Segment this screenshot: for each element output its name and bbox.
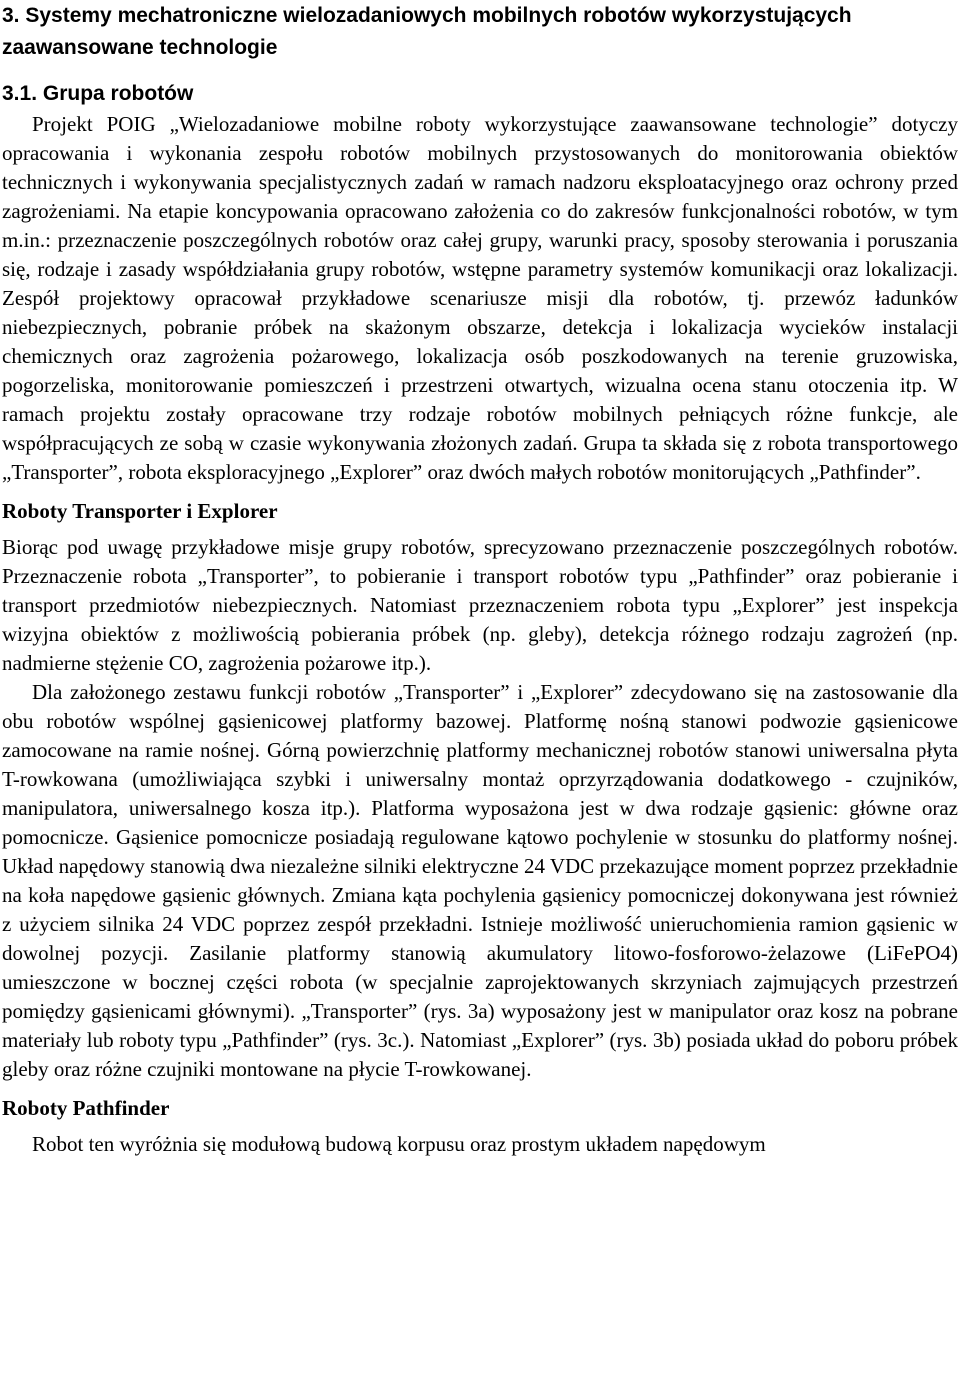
paragraph-platform: Dla założonego zestawu funkcji robotów „Transporter” i „Explorer” zdecydowano się na zastosowanie dla obu robotów wspólnej gąsienicowej platformy bazowej. Platformę nośną stanowi podwozie gąsienicowe zamocowane na ramie nośnej. Górną powierzchnię platformy mechanicznej robotów stanowi uniwersalna płyta T-rowkowana (umożliwiająca szybki i uniwersalny montaż oprzyrządowania dodatkowego - czujników, manipulatora, uniwersalnego kosza itp.). Platforma wyposażona jest w dwa rodzaje gąsienic: główne oraz pomocnicze. Gąsienice pomocnicze posiadają regulowane kątowo pochylenie w stosunku do platformy nośnej. Układ napędowy stanowią dwa niezależne silniki elektryczne 24 VDC przekazujące moment poprzez przekładnie na koła napędowe gąsienic głównych. Zmiana kąta pochylenia gąsienicy pomocniczej dokonywana jest również z użyciem silnika 24 VDC poprzez zespół przekładni. Istnieje możliwość unieruchomienia ramion gąsienic w dowolnej pozycji. Zasilanie platformy stanowią akumulatory litowo-fosforowo-żelazowe (LiFePO4) umieszczone w bocznej części robota (w specjalnie zaprojektowanych skrzyniach zajmujących przestrzeń pomiędzy gąsienicami głównymi). „Transporter” (rys. 3a) wyposażony jest w manipulator oraz kosz na pobrane materiały lub roboty typu „Pathfinder” (rys. 3c.). Natomiast „Explorer” (rys. 3b) posiada układ do poboru próbek gleby oraz różne czujniki montowane na płycie T-rowkowanej. [2, 680, 958, 1081]
subheading-transporter-explorer: Roboty Transporter i Explorer [2, 499, 278, 523]
section-heading: 3.1. Grupa robotów [2, 82, 194, 105]
chapter-heading: 3. Systemy mechatroniczne wielozadaniowych mobilnych robotów wykorzystujących zaawansowane technologie [2, 4, 852, 59]
paragraph-intro: Projekt POIG „Wielozadaniowe mobilne roboty wykorzystujące zaawansowane technologie” dotyczy opracowania i wykonania zespołu robotów mobilnych przystosowanych do monitorowania obiektów technicznych i wykonywania specjalistycznych zadań w ramach nadzoru eksploatacyjnego oraz ochrony przed zagrożeniami. Na etapie koncypowania opracowano założenia co do zakresów funkcjonalności robotów, w tym m.in.: przeznaczenie poszczególnych robotów oraz całej grupy, warunki pracy, sposoby sterowania i poruszania się, rodzaje i zasady współdziałania grupy robotów, wstępne parametry systemów komunikacji oraz lokalizacji. Zespół projektowy opracował przykładowe scenariusze misji dla robotów, tj. przewóz ładunków niebezpiecznych, pobranie próbek na skażonym obszarze, detekcja i lokalizacja wycieków instalacji chemicznych oraz zagrożenia pożarowego, lokalizacja osób poszkodowanych na terenie gruzowiska, pogorzeliska, monitorowanie pomieszczeń i przestrzeni otwartych, wizualna ocena stanu otoczenia itp. W ramach projektu zostały opracowane trzy rodzaje robotów mobilnych pełniących różne funkcje, ale współpracujących ze sobą w czasie wykonywania złożonych zadań. Grupa ta składa się z robota transportowego „Transporter”, robota eksploracyjnego „Explorer” oraz dwóch małych robotów monitorujących „Pathfinder”. [2, 112, 958, 484]
paragraph-pathfinder: Robot ten wyróżnia się modułową budową korpusu oraz prostym układem napędowym [32, 1132, 766, 1156]
paragraph-purpose: Biorąc pod uwagę przykładowe misje grupy robotów, sprecyzowano przeznaczenie poszczególnych robotów. Przeznaczenie robota „Transporter”, to pobieranie i transport robotów typu „Pathfinder” oraz pobieranie i transport przedmiotów niebezpiecznych. Natomiast przeznaczeniem robota typu „Explorer” jest inspekcja wizyjna obiektów z możliwością pobierania próbek (np. gleby), detekcja różnego rodzaju zagrożeń (np. nadmierne stężenie CO, zagrożenia pożarowe itp.). [2, 535, 958, 675]
subheading-pathfinder: Roboty Pathfinder [2, 1096, 170, 1120]
